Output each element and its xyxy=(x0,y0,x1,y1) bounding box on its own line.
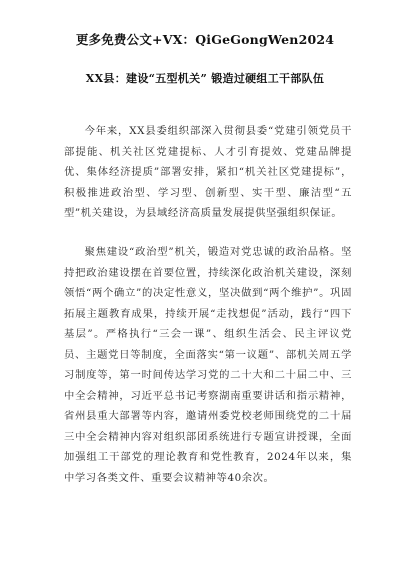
paragraph-text: 聚焦建设“政治型”机关，锻造对党忠诚的政治品格。坚持把政治建设摆在首要位置，持续深化政治机关建设，深刻领悟“两个确立”的决定性意义，坚决做到“两个维护”。巩固拓展主题教育成果，持续开展“走找想促”活动，践行“四下基层”。严格执行“三会一课”、组织生活会、民主评议党员、主题党日等制度，全面落实“第一议题”、部机关周五学习制度等，第一时间传达学习党的二十大和二十届二中、三中全会精神，习近平总书记考察湖南重要讲话和指示精神，省州县重大部署等内容，邀请州委党校老师围绕党的二十届三中全会精神内容对组织部团系统进行专题宣讲授课，全面加强组工干部党的理论教育和党性教育，2024年以来，集中学习各类文件、重要会议精神等40余次。 xyxy=(64,246,352,484)
document-title: XX县：建设“五型机关” 锻造过硬组工干部队伍 xyxy=(85,72,325,85)
promo-header: 更多免费公文+VX：QiGeGongWen2024 xyxy=(75,32,335,47)
paragraph-political xyxy=(64,242,352,488)
paragraph-text: 今年来，XX县委组织部深入贯彻县委“党建引领党员干部提能、机关社区党建提标、人才引育提效、党建品牌提优、集体经济提质”部署安排，紧扣“机关社区党建提标”，积极推进政治型、学习型、创新型、实干型、廉洁型“五型”机关建设，为县域经济高质量发展提供坚强组织保证。 xyxy=(64,125,352,219)
paragraph-intro xyxy=(64,121,352,224)
